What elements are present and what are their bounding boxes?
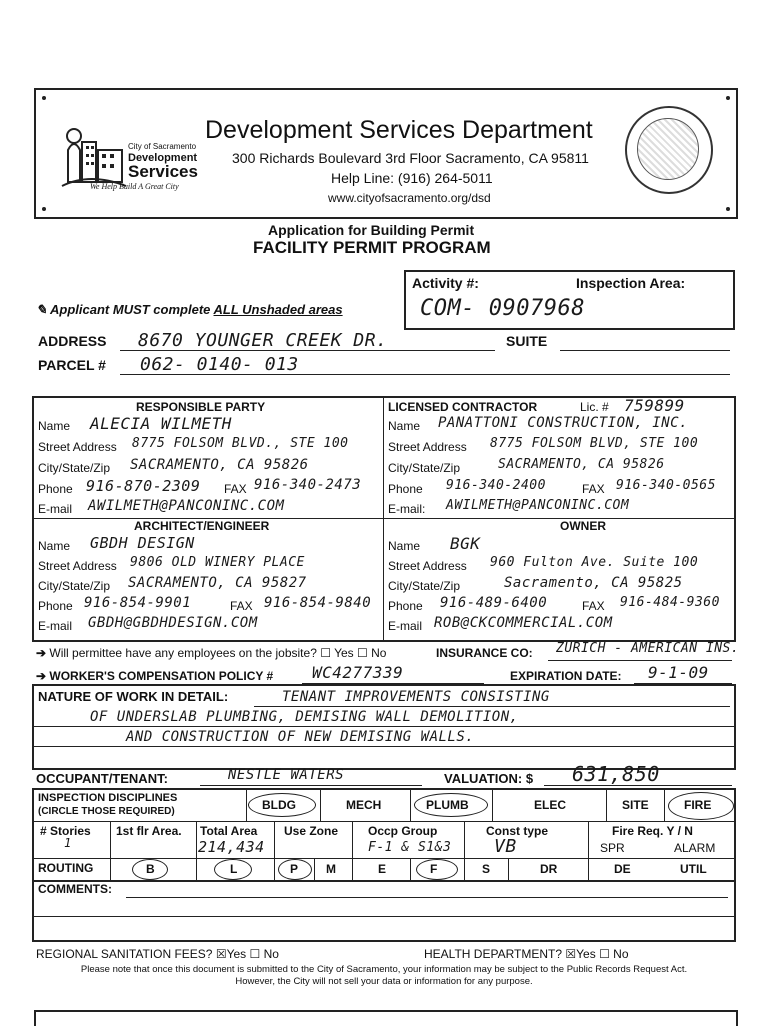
inspection-label: Inspection Area: — [576, 275, 686, 291]
routing-m[interactable]: M — [326, 862, 336, 876]
routing-label: ROUTING — [38, 861, 94, 875]
address-value[interactable]: 8670 YOUNGER CREEK DR. — [138, 330, 388, 351]
city-skyline-icon — [60, 112, 130, 192]
architect-name[interactable]: GBDH DESIGN — [90, 534, 195, 552]
form-title: Application for Building Permit — [268, 222, 475, 238]
contractor-heading: LICENSED CONTRACTOR — [388, 400, 538, 414]
insurance-value[interactable]: ZURICH - AMERICAN INS. — [556, 641, 740, 656]
logo-services: Services — [128, 162, 198, 181]
routing-f[interactable]: F — [430, 862, 438, 876]
health-no-checkbox[interactable]: ☐ — [599, 947, 610, 961]
discipline-elec[interactable]: ELEC — [534, 798, 567, 812]
occupant-value[interactable]: NESTLE WATERS — [228, 767, 345, 783]
nature-label: NATURE OF WORK IN DETAIL: — [38, 689, 229, 704]
owner-name[interactable]: BGK — [450, 534, 481, 553]
discipline-bldg[interactable]: BLDG — [262, 798, 296, 812]
nature-line-3[interactable]: AND CONSTRUCTION OF NEW DEMISING WALLS. — [126, 729, 475, 745]
responsible-city[interactable]: SACRAMENTO, CA 95826 — [130, 457, 309, 473]
routing-l[interactable]: L — [230, 862, 238, 876]
nature-line-2[interactable]: OF UNDERSLAB PLUMBING, DEMISING WALL DEMOLITION, — [90, 709, 519, 725]
activity-label: Activity #: — [412, 275, 479, 291]
owner-city[interactable]: Sacramento, CA 95825 — [504, 575, 683, 591]
occp-group-value[interactable]: F-1 & S1&3 — [368, 840, 452, 855]
routing-p[interactable]: P — [290, 862, 299, 876]
address-label: ADDRESS — [38, 333, 107, 349]
dept-website: www.cityofsacramento.org/dsd — [328, 191, 491, 205]
regional-fees: REGIONAL SANITATION FEES? ☒Yes ☐ No — [36, 947, 279, 961]
nature-line-1[interactable]: TENANT IMPROVEMENTS CONSISTING — [282, 689, 550, 705]
yes-checkbox[interactable]: ☐ — [320, 646, 331, 660]
insurance-label: INSURANCE CO: — [436, 646, 533, 660]
discipline-plumb[interactable]: PLUMB — [426, 798, 469, 812]
routing-e[interactable]: E — [378, 862, 387, 876]
disciplines-table: INSPECTION DISCIPLINES (CIRCLE THOSE REQUIRED) BLDG MECH PLUMB ELEC SITE FIRE # Stories 1 1st flr Area. Total Area 214,434 Use Zone Occp Group F-1 & S1&3 Const type VB Fire Req. Y / N SPR ALARM ROUTING B L P M E F S DR DE UTIL — [32, 788, 736, 882]
health-yes-checkbox[interactable]: ☒ — [565, 947, 577, 961]
dsd-logo — [60, 112, 200, 194]
privacy-notice-2: However, the City will not sell your data or information for any purpose. — [235, 976, 533, 987]
architect-fax[interactable]: 916-854-9840 — [264, 595, 372, 611]
architect-phone[interactable]: 916-854-9901 — [84, 595, 192, 611]
contractor-phone[interactable]: 916-340-2400 — [446, 478, 546, 493]
owner-fax[interactable]: 916-484-9360 — [620, 595, 720, 610]
parcel-label: PARCEL # — [38, 357, 106, 373]
contractor-city[interactable]: SACRAMENTO, CA 95826 — [498, 457, 665, 472]
workers-comp-value[interactable]: WC4277339 — [312, 663, 404, 682]
health-dept: HEALTH DEPARTMENT? ☒Yes ☐ No — [424, 947, 629, 961]
applicant-note: ✎ Applicant MUST complete ALL Unshaded areas — [36, 302, 343, 317]
owner-heading: OWNER — [560, 519, 606, 533]
routing-s[interactable]: S — [482, 862, 491, 876]
architect-heading: ARCHITECT/ENGINEER — [134, 519, 270, 533]
occupant-label: OCCUPANT/TENANT: — [36, 771, 168, 786]
party-grid: RESPONSIBLE PARTY Name ALECIA WILMETH Street Address 8775 FOLSOM BLVD., STE 100 City/State/Zip SACRAMENTO, CA 95826 Phone 916-870-2309 FAX 916-340-2473 E-mail AWILMETH@PANCONINC.COM LICENSED CONTRACTOR Lic. # 759899 Name PANATTONI CONSTRUCTION, INC. Street Address 8775 FOLSOM BLVD, STE 100 City/State/Zip SACRAMENTO, CA 95826 Phone 916-340-2400 FAX 916-340-0565 E-mail: AWILMETH@PANCONINC.COM ARCHITECT/ENGINEER Name GBDH DESIGN Street Address 9806 OLD WINERY PLACE City/State/Zip SACRAMENTO, CA 95827 Phone 916-854-9901 FAX 916-854-9840 E-mail GBDH@GBDHDESIGN.COM OWNER Name BGK Street Address 960 Fulton Ave. Suite 100 City/State/Zip Sacramento, CA 95825 Phone 916-489-6400 FAX 916-484-9360 E-mail ROB@CKCOMMERCIAL.COM — [32, 396, 736, 642]
comments-label: COMMENTS: — [38, 882, 112, 896]
valuation-label: VALUATION: $ — [444, 771, 534, 786]
contractor-email[interactable]: AWILMETH@PANCONINC.COM — [446, 498, 630, 513]
disciplines-label: INSPECTION DISCIPLINES — [38, 792, 178, 804]
architect-email[interactable]: GBDH@GBDHDESIGN.COM — [88, 615, 258, 631]
responsible-name[interactable]: ALECIA WILMETH — [90, 414, 232, 433]
responsible-street[interactable]: 8775 FOLSOM BLVD., STE 100 — [132, 436, 349, 451]
logo-dept: Development — [128, 152, 198, 164]
suite-label: SUITE — [506, 333, 548, 349]
const-type-value[interactable]: VB — [494, 836, 517, 857]
discipline-mech[interactable]: MECH — [346, 798, 382, 812]
contractor-name[interactable]: PANATTONI CONSTRUCTION, INC. — [438, 415, 689, 431]
disciplines-sublabel: (CIRCLE THOSE REQUIRED) — [38, 806, 175, 817]
regional-no-checkbox[interactable]: ☐ — [249, 947, 261, 961]
expiration-label: EXPIRATION DATE: — [510, 669, 622, 683]
expiration-value[interactable]: 9-1-09 — [648, 663, 709, 682]
comments-area[interactable] — [32, 878, 736, 942]
pencil-icon: ✎ — [36, 302, 51, 317]
stories-value[interactable]: 1 — [64, 836, 72, 850]
activity-box — [404, 270, 735, 330]
owner-phone[interactable]: 916-489-6400 — [440, 595, 548, 611]
regional-yes-checkbox[interactable]: ☒ — [215, 947, 227, 961]
responsible-phone[interactable]: 916-870-2309 — [86, 477, 201, 495]
contractor-street[interactable]: 8775 FOLSOM BLVD, STE 100 — [490, 436, 699, 451]
dept-title: Development Services Department — [205, 116, 593, 144]
responsible-heading: RESPONSIBLE PARTY — [136, 400, 266, 414]
responsible-fax[interactable]: 916-340-2473 — [254, 477, 362, 493]
workers-comp-label: ➔ WORKER'S COMPENSATION POLICY # — [36, 669, 274, 683]
valuation-value[interactable]: 631,850 — [572, 762, 660, 786]
no-checkbox[interactable]: ☐ — [357, 646, 368, 660]
logo-tagline: We Help Build A Great City — [90, 182, 179, 191]
discipline-fire[interactable]: FIRE — [684, 798, 712, 812]
architect-city[interactable]: SACRAMENTO, CA 95827 — [128, 575, 307, 591]
nature-of-work — [32, 684, 736, 770]
activity-number[interactable]: COM- 0907968 — [420, 296, 585, 321]
routing-util[interactable]: UTIL — [680, 862, 707, 876]
privacy-notice-1: Please note that once this document is submitted to the City of Sacramento, your information may be subject to the Public Records Request Act. — [80, 964, 688, 975]
contractor-license[interactable]: 759899 — [624, 396, 685, 415]
total-area-value[interactable]: 214,434 — [198, 838, 265, 856]
parcel-value[interactable]: 062- 0140- 013 — [140, 354, 299, 375]
routing-b[interactable]: B — [146, 862, 155, 876]
routing-dr[interactable]: DR — [540, 862, 558, 876]
logo-city: City of Sacramento — [128, 142, 197, 151]
contractor-fax[interactable]: 916-340-0565 — [616, 478, 716, 493]
owner-email[interactable]: ROB@CKCOMMERCIAL.COM — [434, 615, 613, 631]
form-program: FACILITY PERMIT PROGRAM — [253, 238, 491, 257]
responsible-email[interactable]: AWILMETH@PANCONINC.COM — [88, 498, 285, 514]
employees-question: ➔ Will permittee have any employees on the jobsite? ☐ Yes ☐ No — [36, 646, 387, 660]
owner-street[interactable]: 960 Fulton Ave. Suite 100 — [490, 555, 699, 570]
dept-address: 300 Richards Boulevard 3rd Floor Sacramento, CA 95811 — [232, 150, 589, 166]
city-seal-icon — [625, 106, 713, 194]
dept-helpline: Help Line: (916) 264-5011 — [331, 170, 493, 186]
architect-street[interactable]: 9806 OLD WINERY PLACE — [130, 555, 305, 570]
routing-de[interactable]: DE — [614, 862, 631, 876]
discipline-site[interactable]: SITE — [622, 798, 649, 812]
